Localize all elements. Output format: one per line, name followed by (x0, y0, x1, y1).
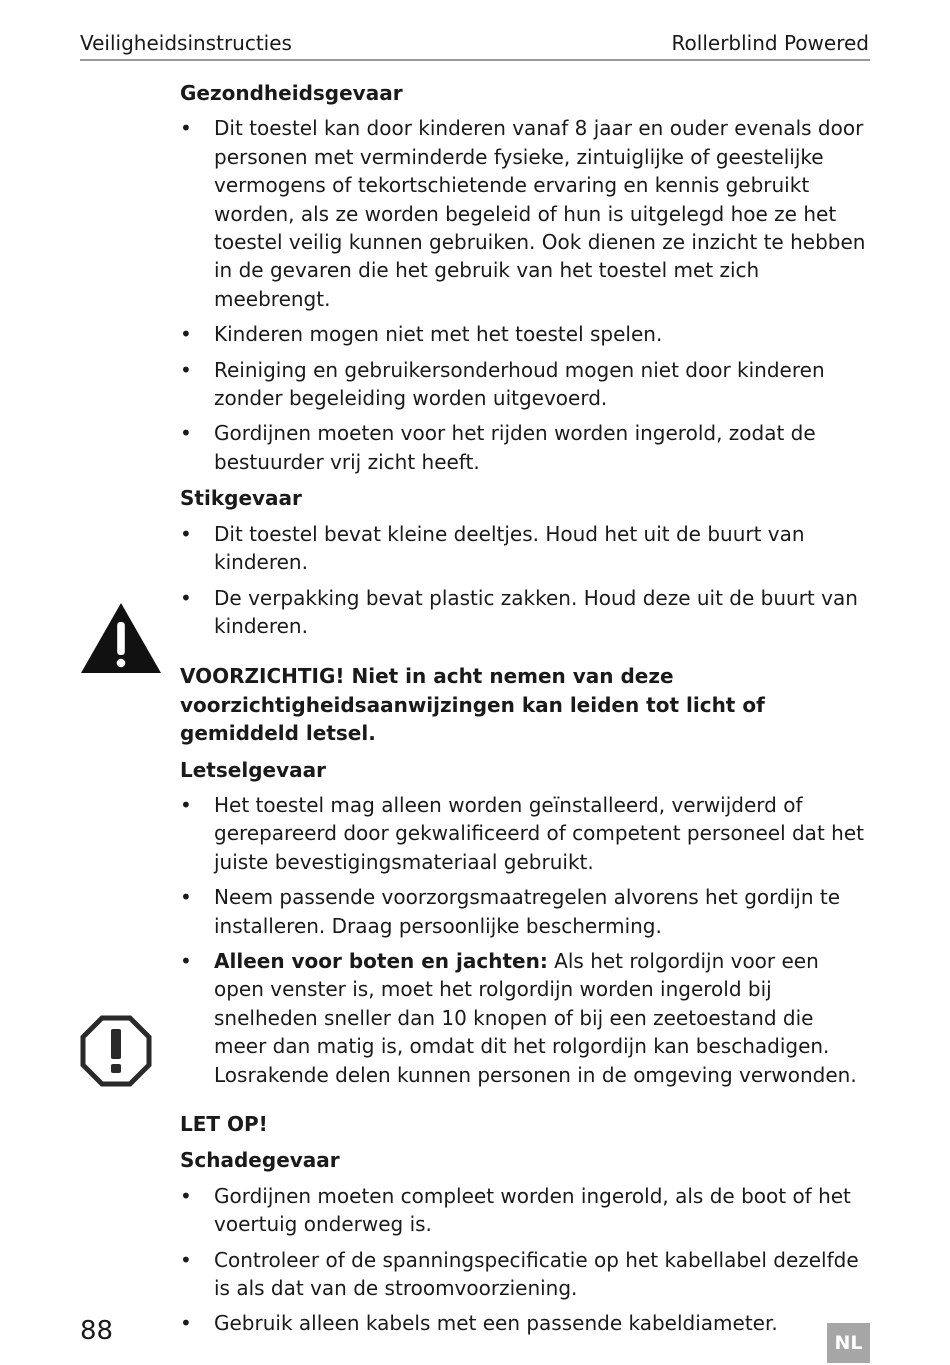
list-item-text: Gebruik alleen kabels met een passende kabeldiameter. (214, 1311, 778, 1336)
bullet: • (180, 1183, 192, 1208)
bullet: • (180, 421, 192, 446)
bullet: • (180, 322, 192, 347)
list-item-text: Controleer of de spanningspecificatie op het kabellabel dezelfde is als dat van de stroomvoorziening. (214, 1247, 859, 1301)
list-item (180, 1309, 870, 1337)
header-product-name: Rollerblind Powered (671, 31, 869, 55)
list-item-text: Dit toestel kan door kinderen vanaf 8 jaar en ouder evenals door personen met verminderde fysieke, zintuiglijke of geestelijke vermogens of tekortschietende ervaring en kennis gebruikt worden, als ze worden begeleid of hun is uitgelegd hoe ze het toestel veilig kunnen gebruiken. Ook dienen ze inzicht te hebben in de gevaren die het gebruik van het toestel met zich meebrengt. (214, 116, 866, 311)
list-item-text: Neem passende voorzorgsmaatregelen alvorens het gordijn te installeren. Draag persoonlijke bescherming. (214, 885, 841, 938)
list-item (180, 1246, 870, 1303)
bullet: • (180, 357, 192, 382)
bullet: • (180, 521, 192, 546)
list-item (180, 320, 870, 348)
list-item (180, 356, 870, 413)
list-item (180, 520, 870, 577)
list-item (180, 584, 870, 641)
list-item-text: Dit toestel bevat kleine deeltjes. Houd het uit de buurt van kinderen. (214, 521, 805, 575)
choking-heading: Stikgevaar (180, 486, 302, 511)
bullet: • (180, 1311, 192, 1336)
list-item-text: Gordijnen moeten voor het rijden worden ingerold, zodat de bestuurder vrij zicht heeft. (214, 421, 816, 474)
list-item-text: Het toestel mag alleen worden geïnstalleerd, verwijderd of gerepareerd door gekwalificeerd of competent personeel dat het juiste bevestigingsmateriaal gebruikt. (214, 792, 864, 874)
bullet: • (180, 1247, 192, 1272)
notice-octagon-icon (80, 1015, 152, 1087)
notice-label: LET OP! (180, 1112, 268, 1136)
list-item-text: Gordijnen moeten compleet worden ingerold, als de boot of het voertuig onderweg is. (214, 1183, 851, 1237)
list-item-text: De verpakking bevat plastic zakken. Houd deze uit de buurt van kinderen. (214, 585, 858, 638)
list-item-text: Kinderen mogen niet met het toestel spelen. (214, 322, 663, 347)
bullet: • (180, 116, 192, 141)
list-item (180, 1182, 870, 1239)
list-item (180, 947, 870, 1089)
header-divider (80, 59, 870, 61)
list-item (180, 114, 870, 313)
damage-list (180, 1182, 870, 1338)
header-section-title: Veiligheidsinstructies (80, 31, 292, 55)
page-number: 88 (80, 1316, 114, 1346)
list-item-text: Reiniging en gebruikersonderhoud mogen niet door kinderen zonder begeleiding worden uitgevoerd. (214, 357, 825, 411)
list-item (180, 791, 870, 876)
choking-list (180, 520, 870, 641)
injury-heading: Letselgevaar (180, 757, 326, 782)
damage-heading: Schadegevaar (180, 1148, 340, 1173)
language-badge: NL (827, 1323, 870, 1363)
list-item (180, 419, 870, 476)
bullet: • (180, 585, 192, 610)
bullet: • (180, 792, 192, 817)
list-item (180, 883, 870, 940)
bullet: • (180, 948, 192, 973)
health-heading: Gezondheidsgevaar (180, 81, 403, 105)
injury-list (180, 791, 870, 1089)
boat-text: Als het rolgordijn voor een open venster is, moet het rolgordijn worden ingerold bij snelheden sneller dan 10 knopen of bij een zeetoestand die meer dan matig is, omdat dit het rolgordijn kan beschadigen. Losrakende delen kunnen personen in de omgeving verwonden. (214, 948, 857, 1087)
warning-triangle-icon (80, 602, 162, 674)
caution-statement: VOORZICHTIG! Niet in acht nemen van deze voorzichtigheidsaanwijzingen kan leiden tot licht of gemiddeld letsel. (180, 664, 765, 746)
health-list (180, 114, 870, 476)
main-content (180, 78, 870, 1338)
bullet: • (180, 885, 192, 910)
boat-label: Alleen voor boten en jachten: (214, 948, 548, 973)
